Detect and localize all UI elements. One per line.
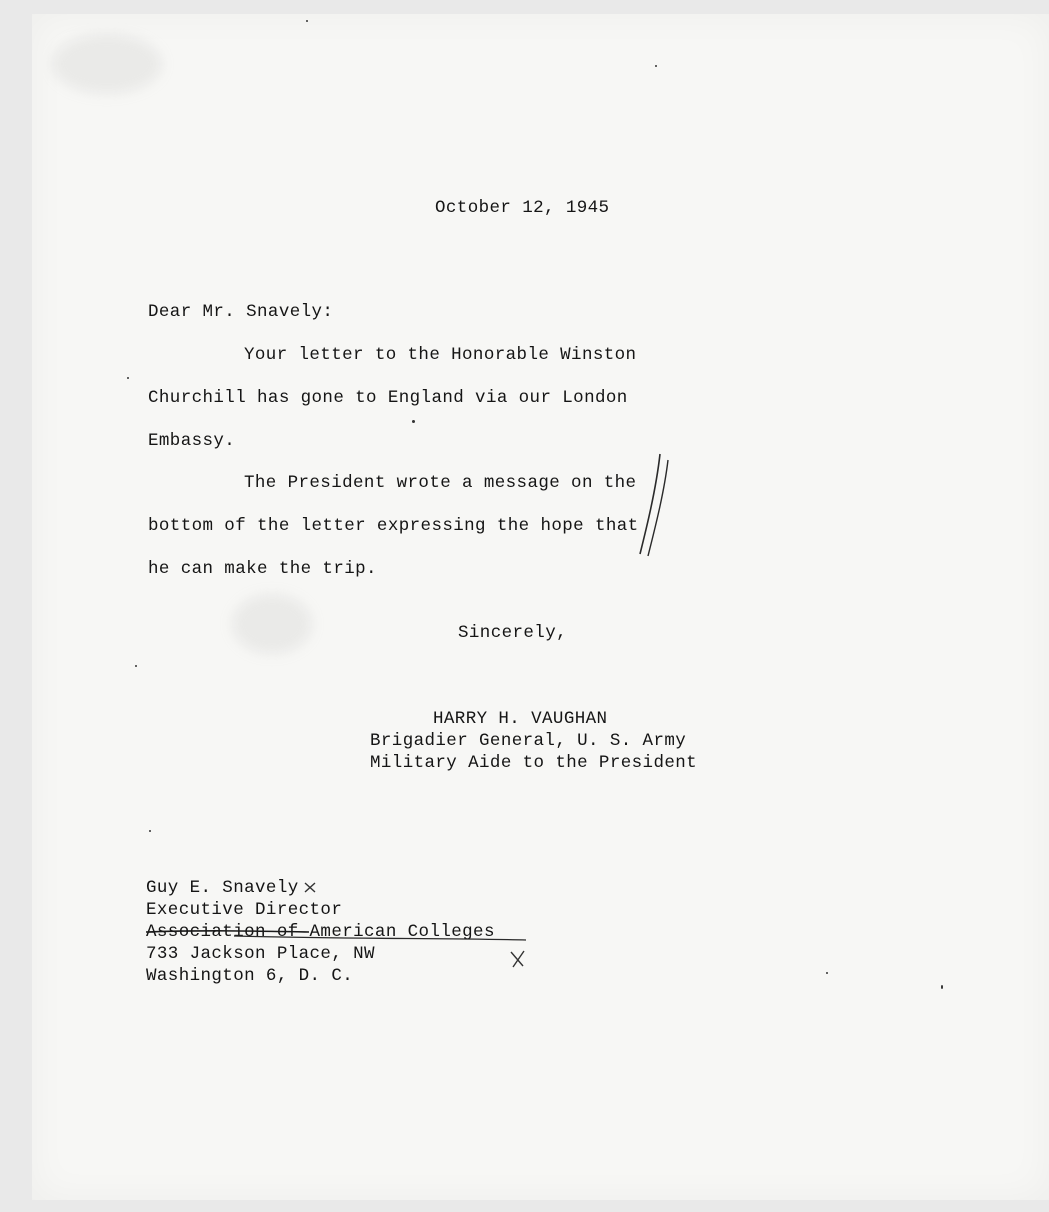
body-line: bottom of the letter expressing the hope that bbox=[148, 516, 639, 536]
paper-speck bbox=[135, 665, 137, 667]
letter-date: October 12, 1945 bbox=[435, 198, 610, 218]
paper-speck bbox=[306, 20, 308, 22]
recipient-title: Executive Director bbox=[146, 900, 343, 920]
paper-speck bbox=[149, 830, 151, 832]
body-line: Churchill has gone to England via our London bbox=[148, 388, 628, 408]
recipient-street: 733 Jackson Place, NW bbox=[146, 944, 375, 964]
body-line: The President wrote a message on the bbox=[244, 473, 637, 493]
paper-smudge bbox=[52, 34, 162, 94]
signature-title: Brigadier General, U. S. Army bbox=[370, 731, 687, 751]
recipient-name: Guy E. Snavely bbox=[146, 878, 299, 898]
signature-title: Military Aide to the President bbox=[370, 753, 698, 773]
letter-page bbox=[32, 14, 1049, 1200]
recipient-city: Washington 6, D. C. bbox=[146, 966, 354, 986]
signature-name: HARRY H. VAUGHAN bbox=[433, 709, 608, 729]
letter-closing: Sincerely, bbox=[458, 623, 568, 643]
handwritten-x-mark bbox=[303, 880, 317, 894]
paper-speck bbox=[655, 65, 657, 67]
paper-speck bbox=[127, 377, 129, 379]
body-line: he can make the trip. bbox=[148, 559, 377, 579]
body-line: Embassy. bbox=[148, 431, 236, 451]
paper-speck bbox=[826, 972, 828, 974]
body-line: Your letter to the Honorable Winston bbox=[244, 345, 637, 365]
paper-speck bbox=[412, 420, 415, 423]
letter-salutation: Dear Mr. Snavely: bbox=[148, 302, 334, 322]
handwritten-margin-strokes bbox=[632, 450, 672, 560]
paper-speck bbox=[941, 985, 943, 989]
paper-smudge bbox=[232, 594, 312, 654]
handwritten-x-mark bbox=[508, 948, 528, 970]
recipient-organization: Association of American Colleges bbox=[146, 922, 495, 942]
strikethrough-line bbox=[144, 920, 534, 950]
